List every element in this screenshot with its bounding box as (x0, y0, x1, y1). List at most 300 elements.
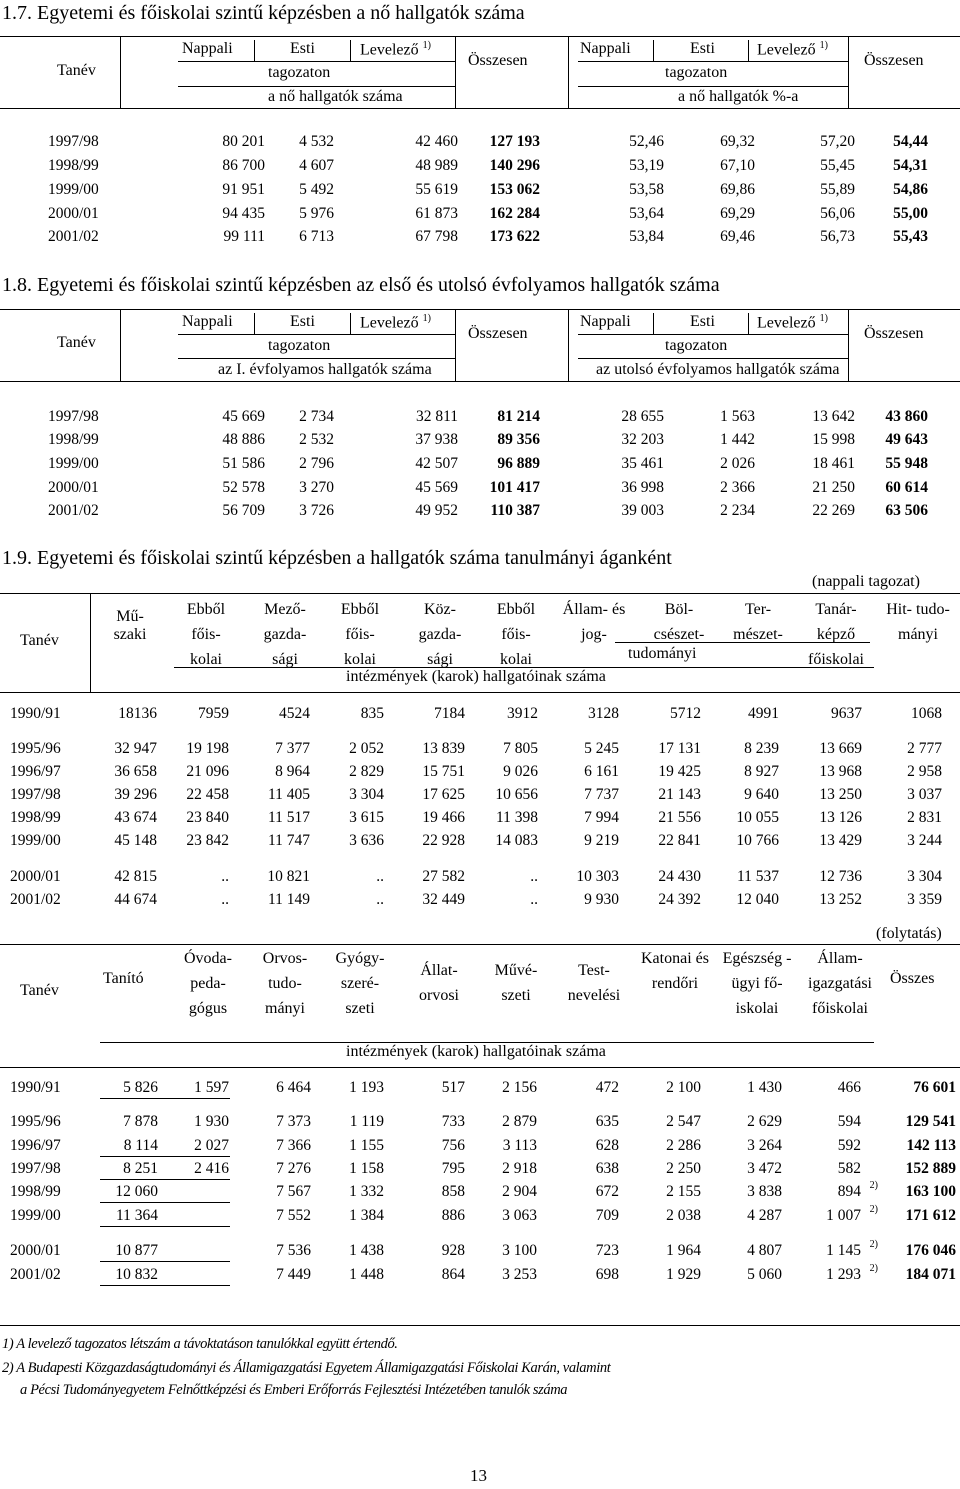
group-header: intézmények (karok) hallgatóinak száma (346, 668, 606, 685)
table-cell: 10 055 (736, 809, 779, 826)
table-cell: 11 537 (736, 868, 779, 885)
table-cell: 635 (595, 1113, 619, 1130)
page-number: 13 (470, 1466, 487, 1485)
tudomanyi-header: tudományi (628, 645, 697, 662)
table-cell: 162 284 (489, 205, 540, 222)
table-cell: 1 438 (349, 1242, 384, 1259)
table-cell: .. (530, 891, 538, 908)
year-cell: 1996/97 (10, 763, 61, 780)
table-cell: 56,06 (820, 205, 855, 222)
table-cell: 472 (595, 1079, 619, 1096)
table-cell: 96 889 (497, 455, 540, 472)
esti-header: Esti (690, 40, 715, 57)
table-cell: 4 807 (747, 1242, 782, 1259)
levelezo-header: Levelező $^{1)}$ (360, 40, 431, 59)
table-cell: 9 930 (584, 891, 619, 908)
row-underline (100, 1261, 230, 1262)
table-cell: 7 737 (584, 786, 619, 803)
table-cell: 56 709 (222, 502, 265, 519)
year-cell: 2001/02 (48, 502, 99, 519)
table-cell: 76 601 (913, 1079, 956, 1096)
table-cell: 2 829 (349, 763, 384, 780)
table-cell: 13 429 (819, 832, 862, 849)
table-cell: 7 366 (276, 1137, 311, 1154)
table-cell: .. (530, 868, 538, 885)
table-cell: 184 071 (905, 1266, 956, 1283)
table-cell: 11 405 (267, 786, 310, 803)
table-cell: 3 838 (747, 1183, 782, 1200)
egeszsegugyi-header: Egészség - ügyi fő- iskolai (722, 950, 792, 1017)
levelezo-header: Levelező $^{1)}$ (757, 40, 828, 59)
table-cell: 2 038 (666, 1207, 701, 1224)
table-cell: 733 (441, 1113, 465, 1130)
table-cell: 23 840 (186, 809, 229, 826)
table-cell: 2 366 (720, 479, 755, 496)
table-cell: 3 636 (349, 832, 384, 849)
table-cell: 7 805 (503, 740, 538, 757)
table-cell: 54,44 (893, 133, 928, 150)
table-cell: 60 614 (885, 479, 928, 496)
esti-header: Esti (290, 40, 315, 57)
table-cell: 32 947 (114, 740, 157, 757)
table-cell: 15 998 (812, 431, 855, 448)
row-underline (100, 1202, 230, 1203)
footnote-1: 1) A levelező tagozatos létszám a távoktatáson tanulókkal együtt értendő. (2, 1336, 398, 1352)
table-cell: 54,86 (893, 181, 928, 198)
table-cell: 2 100 (666, 1079, 701, 1096)
year-cell: 2001/02 (48, 228, 99, 245)
table-cell: 10 832 (115, 1266, 158, 1283)
table-cell: 39 296 (114, 786, 157, 803)
year-cell: 2000/01 (48, 479, 99, 496)
table-cell: 36 998 (621, 479, 664, 496)
nappali-header: Nappali (580, 40, 631, 57)
table-cell: 129 541 (905, 1113, 956, 1130)
table-cell: 36 658 (114, 763, 157, 780)
tanev-header: Tanév (57, 62, 96, 79)
table-cell: 42 815 (114, 868, 157, 885)
table-cell: 5 976 (299, 205, 334, 222)
table-cell: 69,29 (720, 205, 755, 222)
year-cell: 1990/91 (10, 705, 61, 722)
table-cell: 19 425 (658, 763, 701, 780)
table-cell: 99 111 (223, 228, 265, 245)
table-cell: 1 430 (747, 1079, 782, 1096)
table-cell: 2 234 (720, 502, 755, 519)
esti-header: Esti (690, 313, 715, 330)
year-cell: 1997/98 (48, 408, 99, 425)
table-cell: 582 (837, 1160, 861, 1177)
katonai-rendori-header: Katonai és rendőri (641, 950, 709, 992)
table-cell: 858 (441, 1183, 465, 1200)
table-cell: 2) (869, 1239, 878, 1250)
table-cell: 51 586 (222, 455, 265, 472)
table-cell: 49 952 (415, 502, 458, 519)
table-cell: 2 734 (299, 408, 334, 425)
table-cell: 13 250 (819, 786, 862, 803)
table-cell: 1 119 (349, 1113, 384, 1130)
table-cell: 1 145 (826, 1242, 861, 1259)
table-cell: 11 517 (267, 809, 310, 826)
table-cell: 756 (441, 1137, 465, 1154)
table-cell: 86 700 (222, 157, 265, 174)
table-cell: 55 619 (415, 181, 458, 198)
table-cell: 23 842 (186, 832, 229, 849)
table-cell: 35 461 (621, 455, 664, 472)
tanito-header: Tanító (103, 970, 144, 987)
table-cell: 6 464 (276, 1079, 311, 1096)
allatorvosi-header: Állat- orvosi (419, 962, 459, 1004)
table-cell: 672 (595, 1183, 619, 1200)
table-cell: 2 027 (194, 1137, 229, 1154)
year-cell: 1997/98 (10, 1160, 61, 1177)
table-cell: 864 (441, 1266, 465, 1283)
table-1-7-title: 1.7. Egyetemi és főiskolai szintű képzésben a nő hallgatók száma (2, 2, 525, 24)
table-cell: 1 384 (349, 1207, 384, 1224)
table-cell: 21 096 (186, 763, 229, 780)
table-cell: 2 286 (666, 1137, 701, 1154)
table-cell: 24 430 (658, 868, 701, 885)
table-cell: 171 612 (905, 1207, 956, 1224)
table-cell: 2 250 (666, 1160, 701, 1177)
table-cell: 67 798 (415, 228, 458, 245)
table-cell: 8 239 (744, 740, 779, 757)
table-cell: 2 532 (299, 431, 334, 448)
table-cell: 2 026 (720, 455, 755, 472)
table-cell: 101 417 (489, 479, 540, 496)
table-cell: 27 582 (422, 868, 465, 885)
table-cell: 3 113 (502, 1137, 537, 1154)
ebbol-foiskolai-header: Ebből főis- kolai (186, 601, 226, 668)
table-cell: 13 642 (812, 408, 855, 425)
table-cell: 8 251 (123, 1160, 158, 1177)
mezogazdasagi-header: Mező- gazda- sági (263, 601, 307, 668)
year-cell: 1999/00 (10, 1207, 61, 1224)
table-cell: 57,20 (820, 133, 855, 150)
table-cell: 3 063 (502, 1207, 537, 1224)
table-cell: 53,84 (629, 228, 664, 245)
muveszeti-header: Művé- szeti (494, 962, 538, 1004)
table-cell: 1 448 (349, 1266, 384, 1283)
table-cell: 7 377 (275, 740, 310, 757)
table-cell: 94 435 (222, 205, 265, 222)
table-cell: 2 831 (907, 809, 942, 826)
year-cell: 1997/98 (10, 786, 61, 803)
table-cell: 5 492 (299, 181, 334, 198)
table-cell: 1 964 (666, 1242, 701, 1259)
table-cell: 28 655 (621, 408, 664, 425)
year-cell: 1998/99 (48, 157, 99, 174)
year-cell: 1999/00 (48, 181, 99, 198)
table-cell: 7 994 (584, 809, 619, 826)
table-cell: 2) (869, 1263, 878, 1274)
table-cell: 44 674 (114, 891, 157, 908)
table-cell: 48 989 (415, 157, 458, 174)
table-cell: 43 674 (114, 809, 157, 826)
table-cell: 10 821 (267, 868, 310, 885)
year-cell: 1995/96 (10, 1113, 61, 1130)
table-cell: 56,73 (820, 228, 855, 245)
levelezo-header: Levelező $^{1)}$ (757, 313, 828, 332)
table-cell: 886 (441, 1207, 465, 1224)
group-header-first-year: az I. évfolyamos hallgatók száma (218, 361, 432, 378)
table-cell: 4 532 (299, 133, 334, 150)
table-cell: 1 007 (826, 1207, 861, 1224)
group-header-last-year: az utolsó évfolyamos hallgatók száma (596, 361, 840, 378)
table-cell: 69,32 (720, 133, 755, 150)
tagozaton-header: tagozaton (268, 64, 331, 81)
footnote-2-cont: a Pécsi Tudományegyetem Felnőttképzési és Emberi Erőforrás Fejlesztési Intézetében tanulók száma (20, 1382, 568, 1398)
table-cell: 1 155 (349, 1137, 384, 1154)
row-underline (100, 1179, 230, 1180)
table-cell: 13 839 (422, 740, 465, 757)
table-cell: 795 (441, 1160, 465, 1177)
tagozaton-header: tagozaton (665, 337, 728, 354)
table-cell: .. (221, 891, 229, 908)
table-cell: 8 927 (744, 763, 779, 780)
table-cell: 2 904 (502, 1183, 537, 1200)
table-cell: 67,10 (720, 157, 755, 174)
table-cell: 11 398 (495, 809, 538, 826)
esti-header: Esti (290, 313, 315, 330)
table-cell: 2 052 (349, 740, 384, 757)
nappali-header: Nappali (182, 313, 233, 330)
tanev-header: Tanév (20, 632, 59, 649)
table-cell: 3 304 (907, 868, 942, 885)
table-cell: 12 040 (736, 891, 779, 908)
table-cell: 628 (595, 1137, 619, 1154)
table-cell: 18 461 (812, 455, 855, 472)
table-cell: .. (376, 891, 384, 908)
table-cell: 54,31 (893, 157, 928, 174)
table-cell: 466 (837, 1079, 861, 1096)
table-cell: 2 796 (299, 455, 334, 472)
table-cell: 8 964 (275, 763, 310, 780)
table-cell: 55,00 (893, 205, 928, 222)
table-cell: 7 449 (276, 1266, 311, 1283)
table-cell: 698 (595, 1266, 619, 1283)
row-underline (100, 1285, 230, 1286)
table-cell: 48 886 (222, 431, 265, 448)
table-cell: 7 552 (276, 1207, 311, 1224)
table-cell: 127 193 (489, 133, 540, 150)
year-cell: 1999/00 (48, 455, 99, 472)
table-cell: 13 968 (819, 763, 862, 780)
year-cell: 1995/96 (10, 740, 61, 757)
tagozaton-header: tagozaton (665, 64, 728, 81)
table-cell: 5 245 (584, 740, 619, 757)
year-cell: 1996/97 (10, 1137, 61, 1154)
table-cell: 32 203 (621, 431, 664, 448)
table-cell: 142 113 (906, 1137, 956, 1154)
table-cell: 5 826 (123, 1079, 158, 1096)
table-cell: 3 615 (349, 809, 384, 826)
kozgazdasagi-header: Köz- gazda- sági (418, 601, 462, 668)
table-cell: 81 214 (497, 408, 540, 425)
table-cell: 1 597 (194, 1079, 229, 1096)
ovodapedagogus-header: Óvoda- peda- gógus (184, 950, 232, 1017)
table-cell: 6 713 (299, 228, 334, 245)
table-continued-subtitle: (folytatás) (876, 925, 942, 942)
table-cell: 45 669 (222, 408, 265, 425)
osszes-header: Összes (890, 970, 935, 987)
ebbol-foiskolai-header: Ebből főis- kolai (340, 601, 380, 668)
year-cell: 1999/00 (10, 832, 61, 849)
table-cell: 2 547 (666, 1113, 701, 1130)
table-cell: 3 472 (747, 1160, 782, 1177)
table-cell: 55,43 (893, 228, 928, 245)
table-cell: 10 303 (576, 868, 619, 885)
table-cell: 69,86 (720, 181, 755, 198)
table-cell: .. (376, 868, 384, 885)
table-cell: 594 (837, 1113, 861, 1130)
table-cell: 9 640 (744, 786, 779, 803)
year-cell: 1990/91 (10, 1079, 61, 1096)
table-cell: 7959 (198, 705, 229, 722)
table-cell: 55,89 (820, 181, 855, 198)
table-cell: 12 060 (115, 1183, 158, 1200)
table-cell: 4991 (748, 705, 779, 722)
table-cell: 69,46 (720, 228, 755, 245)
table-cell: 10 877 (115, 1242, 158, 1259)
table-cell: 55 948 (885, 455, 928, 472)
table-cell: 22 841 (658, 832, 701, 849)
table-cell: 22 458 (186, 786, 229, 803)
year-cell: 1998/99 (10, 1183, 61, 1200)
table-cell: 52,46 (629, 133, 664, 150)
hittudomanyi-header: Hit- tudo- mányi (886, 601, 950, 643)
table-cell: 53,64 (629, 205, 664, 222)
table-cell: 63 506 (885, 502, 928, 519)
table-cell: 4 287 (747, 1207, 782, 1224)
group-header-percent: a nő hallgatók %-a (678, 88, 799, 105)
tagozaton-header: tagozaton (268, 337, 331, 354)
table-cell: 11 149 (267, 891, 310, 908)
footnote-2: 2) A Budapesti Közgazdaságtudományi és Államigazgatási Egyetem Államigazgatási Főiskolai Karán, valamint (2, 1360, 611, 1376)
table-cell: 3 726 (299, 502, 334, 519)
table-cell: 592 (837, 1137, 861, 1154)
orvostudomanyi-header: Orvos- tudo- mányi (262, 950, 308, 1017)
table-cell: 1 193 (349, 1079, 384, 1096)
table-cell: 12 736 (819, 868, 862, 885)
table-cell: 32 811 (415, 408, 458, 425)
table-cell: 163 100 (905, 1183, 956, 1200)
table-cell: 1 158 (349, 1160, 384, 1177)
year-cell: 2000/01 (10, 868, 61, 885)
row-underline (100, 1226, 230, 1227)
table-cell: 37 938 (415, 431, 458, 448)
allam-jog-header: Állam- és jog- (562, 601, 626, 643)
table-cell: 2 416 (194, 1160, 229, 1177)
table-cell: 91 951 (222, 181, 265, 198)
table-cell: 80 201 (222, 133, 265, 150)
table-cell: 15 751 (422, 763, 465, 780)
table-cell: 43 860 (885, 408, 928, 425)
table-cell: .. (221, 868, 229, 885)
table-cell: 3 264 (747, 1137, 782, 1154)
table-cell: 7 878 (123, 1113, 158, 1130)
table-cell: 3 304 (349, 786, 384, 803)
table-cell: 835 (360, 705, 384, 722)
table-cell: 21 143 (658, 786, 701, 803)
table-cell: 11 747 (267, 832, 310, 849)
table-cell: 4 607 (299, 157, 334, 174)
tanev-header: Tanév (20, 982, 59, 999)
nappali-header: Nappali (182, 40, 233, 57)
table-cell: 13 252 (819, 891, 862, 908)
table-cell: 52 578 (222, 479, 265, 496)
table-cell: 3 270 (299, 479, 334, 496)
table-cell: 1 929 (666, 1266, 701, 1283)
table-cell: 3128 (588, 705, 619, 722)
table-cell: 24 392 (658, 891, 701, 908)
table-cell: 5 060 (747, 1266, 782, 1283)
table-cell: 153 062 (489, 181, 540, 198)
table-cell: 11 364 (115, 1207, 158, 1224)
table-cell: 61 873 (415, 205, 458, 222)
bolcseszet-header: Böl- csészet- (653, 601, 705, 643)
table-cell: 638 (595, 1160, 619, 1177)
table-cell: 2 879 (502, 1113, 537, 1130)
gyogyszereszeti-header: Gyógy- szeré- szeti (335, 950, 385, 1017)
table-cell: 39 003 (621, 502, 664, 519)
table-cell: 517 (441, 1079, 465, 1096)
table-cell: 1 563 (720, 408, 755, 425)
table-cell: 89 356 (497, 431, 540, 448)
table-cell: 45 569 (415, 479, 458, 496)
table-cell: 3 037 (907, 786, 942, 803)
table-cell: 10 656 (495, 786, 538, 803)
table-cell: 9637 (831, 705, 862, 722)
year-cell: 2000/01 (10, 1242, 61, 1259)
table-cell: 1 930 (194, 1113, 229, 1130)
table-cell: 7 373 (276, 1113, 311, 1130)
table-cell: 176 046 (905, 1242, 956, 1259)
table-cell: 13 669 (819, 740, 862, 757)
table-cell: 42 460 (415, 133, 458, 150)
osszesen-header: Összesen (468, 325, 528, 342)
table-cell: 1068 (911, 705, 942, 722)
tanarkepzo-header: Tanár- képző főiskolai (808, 601, 864, 668)
table-cell: 21 556 (658, 809, 701, 826)
table-cell: 13 126 (819, 809, 862, 826)
row-underline (100, 1098, 230, 1099)
termeszet-header: Ter- mészet- (733, 601, 783, 643)
table-cell: 45 148 (114, 832, 157, 849)
table-1-9-title: 1.9. Egyetemi és főiskolai szintű képzésben a hallgatók száma tanulmányi áganként (2, 547, 672, 569)
table-1-8-title: 1.8. Egyetemi és főiskolai szintű képzésben az első és utolsó évfolyamos hallgatók száma (2, 274, 720, 296)
table-cell: 53,19 (629, 157, 664, 174)
group-header: intézmények (karok) hallgatóinak száma (346, 1043, 606, 1060)
table-cell: 110 387 (490, 502, 540, 519)
table-cell: 7 536 (276, 1242, 311, 1259)
table-cell: 2 777 (907, 740, 942, 757)
table-cell: 17 625 (422, 786, 465, 803)
year-cell: 2000/01 (48, 205, 99, 222)
nappali-header: Nappali (580, 313, 631, 330)
table-cell: 3 359 (907, 891, 942, 908)
table-cell: 1 332 (349, 1183, 384, 1200)
table-cell: 55,45 (820, 157, 855, 174)
ebbol-foiskolai-header: Ebből főis- kolai (496, 601, 536, 668)
table-cell: 152 889 (905, 1160, 956, 1177)
year-cell: 2001/02 (10, 1266, 61, 1283)
allamigazgatasi-header: Állam- igazgatási főiskolai (808, 950, 872, 1017)
testnevelesi-header: Test- nevelési (567, 962, 621, 1004)
table-cell: 928 (441, 1242, 465, 1259)
table-cell: 173 622 (489, 228, 540, 245)
table-cell: 894 (837, 1183, 861, 1200)
